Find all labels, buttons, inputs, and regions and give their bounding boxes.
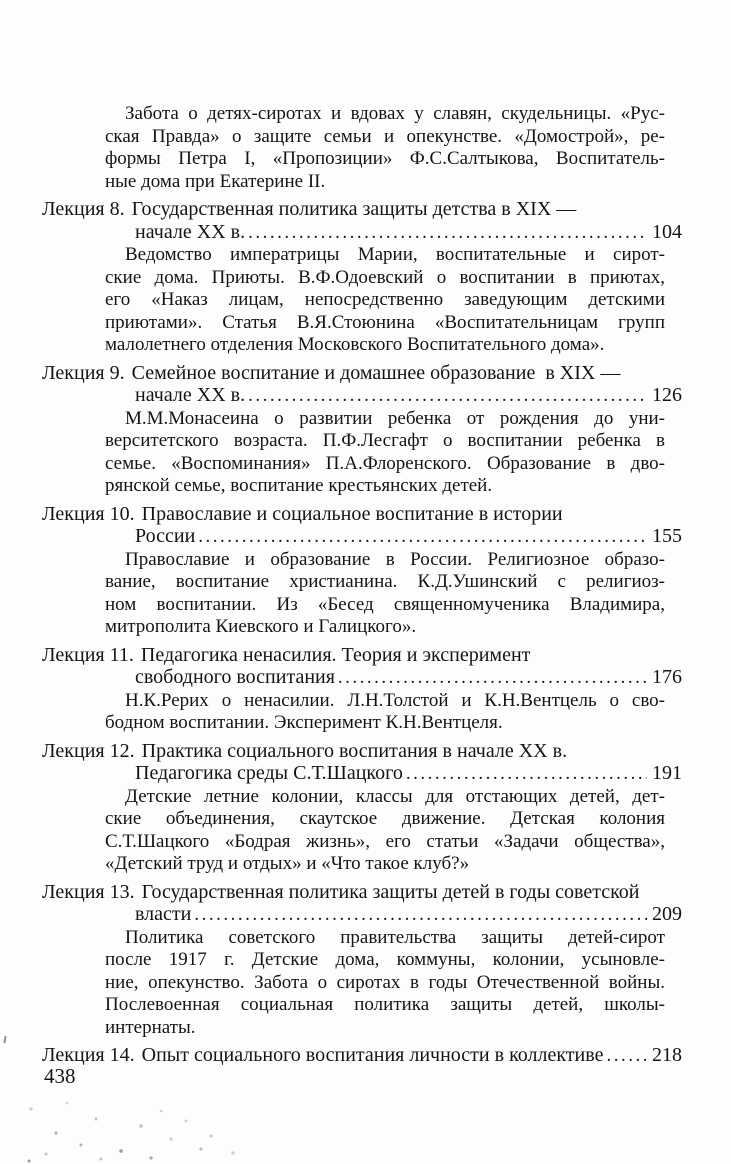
lecture-description — [105, 690, 665, 735]
lecture-label: Лекция 9. — [42, 361, 125, 384]
lecture-page-number: 191 — [652, 762, 682, 784]
text-line: ные дома при Екатерине II. — [105, 170, 326, 192]
text-line: ские объединения, скаутское движение. Детская колония — [105, 808, 665, 829]
lecture-title: начале XX в. — [135, 220, 246, 243]
lecture-title-row — [42, 740, 682, 763]
text-line: ном воспитании. Из «Бесед священномученика Владимира, — [105, 593, 665, 615]
text-line: Детские летние колонии, классы для отстающих детей, дет- — [125, 785, 665, 807]
toc-entry — [42, 740, 682, 876]
lecture-page-number: 126 — [652, 384, 682, 406]
text-line: ские дома. Приюты. В.Ф.Одоевский о воспитании в приютах, — [105, 266, 665, 288]
lecture-title-row — [42, 221, 682, 245]
lecture-title-row — [42, 198, 682, 221]
lecture-title: Педагогика среды С.Т.Шацкого — [135, 762, 403, 784]
text-line: после 1917 г. Детские дома, коммуны, колонии, усыновле- — [105, 949, 665, 970]
lecture-label: Лекция 8. — [42, 198, 125, 220]
text-line: Православие и образование в России. Религиозное образо- — [125, 548, 665, 570]
text-line: рянской семье, воспитание крестьянских детей. — [105, 475, 493, 496]
text-line: интернаты. — [105, 1016, 196, 1038]
lecture-title-row — [42, 881, 682, 904]
text-line: Н.К.Рерих о ненасилии. Л.Н.Толстой и К.Н.Вентцель о сво- — [125, 689, 665, 711]
toc-entry — [42, 881, 682, 1040]
lecture-label: Лекция 13. — [42, 880, 135, 903]
lecture-description — [105, 927, 665, 1040]
text-line: Послевоенная социальная политика защиты детей, школы- — [105, 994, 665, 1015]
toc-entry — [42, 362, 682, 498]
text-line: ская Правда» о защите семьи и опекунстве. «Домострой», ре- — [105, 125, 665, 147]
lecture-page-number: 155 — [652, 525, 682, 547]
lecture-title-row — [42, 903, 682, 927]
lecture-description — [105, 244, 665, 357]
lecture-title: власти — [135, 903, 192, 925]
lecture-title: России — [135, 525, 196, 547]
lecture-title: Педагогика ненасилия. Теория и эксперимент — [140, 643, 531, 666]
text-line: Забота о детях-сиротах и вдовах у славян, скудельницы. «Рус- — [125, 103, 665, 124]
lecture-title: Государственная политика защиты детей в годы советской — [141, 880, 640, 903]
toc-entries — [42, 198, 682, 1068]
lecture-page-number: 209 — [652, 903, 682, 925]
toc-entry — [42, 503, 682, 639]
dot-leader — [338, 666, 647, 690]
lecture-title-row — [42, 384, 682, 408]
text-line: верситетского возраста. П.Ф.Лесгафт о воспитании ребенка в — [105, 430, 665, 451]
lecture-title: Семейное воспитание и домашнее образование в XIX — — [131, 361, 621, 384]
lecture-label: Лекция 14. — [42, 1044, 135, 1066]
lecture-title-row — [42, 644, 682, 667]
dot-leader — [248, 221, 647, 245]
text-line: приютами». Статья В.Я.Стоюнина «Воспитательницам групп — [105, 311, 665, 333]
text-line: «Детский труд и отдых» и «Что такое клуб?» — [105, 853, 470, 874]
lecture-page-number: 176 — [652, 666, 682, 688]
dot-leader — [248, 384, 647, 408]
scan-noise — [0, 0, 2, 2]
lecture-title: Православие и социальное воспитание в истории — [141, 502, 563, 525]
lecture-label: Лекция 10. — [42, 502, 135, 525]
text-line: Ведомство императрицы Марии, воспитательные и сирот- — [125, 244, 665, 265]
text-line: семье. «Воспоминания» П.А.Флоренского. Образование в дво- — [105, 452, 665, 474]
text-line: митрополита Киевского и Галицкого». — [105, 616, 417, 637]
lecture-description — [105, 549, 665, 639]
text-line: формы Петра I, «Пропозиции» Ф.С.Салтыкова, Воспитатель- — [105, 148, 665, 169]
text-line: вание, воспитание христианина. К.Д.Ушинский с религиоз- — [105, 571, 665, 592]
text-line: его «Наказ лицам, непосредственно заведующим детскими — [105, 289, 665, 310]
lecture-label: Лекция 12. — [42, 739, 135, 762]
lecture-title: Практика социального воспитания в начале XX в. — [141, 739, 568, 762]
dot-leader — [406, 762, 647, 786]
lecture-page-number: 218 — [652, 1044, 682, 1066]
text-line: малолетнего отделения Московского Воспитательного дома». — [105, 334, 605, 355]
toc-entry — [42, 1044, 682, 1068]
text-line: ние, опекунство. Забота о сиротах в годы Отечественной войны. — [105, 971, 665, 993]
lecture-title-row — [42, 762, 682, 786]
lecture-title-row — [42, 503, 682, 526]
text-line: Политика советского правительства защиты детей-сирот — [125, 926, 665, 948]
toc-entry — [42, 198, 682, 357]
lecture-title: начале XX в. — [135, 384, 246, 406]
dot-leader — [198, 525, 647, 549]
lecture-title: свободного воспитания — [135, 666, 335, 688]
text-line: бодном воспитании. Эксперимент К.Н.Вентцеля. — [105, 712, 503, 733]
lecture-title-row — [42, 525, 682, 549]
dot-leader — [194, 903, 647, 927]
lecture-title-row — [42, 362, 682, 385]
continuation-paragraph — [105, 103, 665, 193]
lecture-title-row — [42, 1044, 682, 1068]
lecture-label: Лекция 11. — [42, 643, 134, 666]
scan-speck — [3, 1036, 6, 1043]
text-line: С.Т.Шацкого «Бодрая жизнь», его статьи «Задачи общества», — [105, 830, 665, 852]
lecture-title-row — [42, 666, 682, 690]
lecture-page-number: 104 — [652, 220, 682, 243]
lecture-description — [105, 786, 665, 876]
page-number: 438 — [44, 1064, 76, 1088]
dot-leader — [606, 1044, 647, 1068]
toc-entry — [42, 644, 682, 735]
lecture-description — [105, 408, 665, 498]
lecture-title: Опыт социального воспитания личности в коллективе — [141, 1044, 604, 1066]
lecture-title: Государственная политика защиты детства в XIX — — [131, 198, 577, 220]
table-of-contents — [42, 103, 682, 1068]
text-line: М.М.Монасеина о развитии ребенка от рождения до уни- — [125, 407, 665, 429]
